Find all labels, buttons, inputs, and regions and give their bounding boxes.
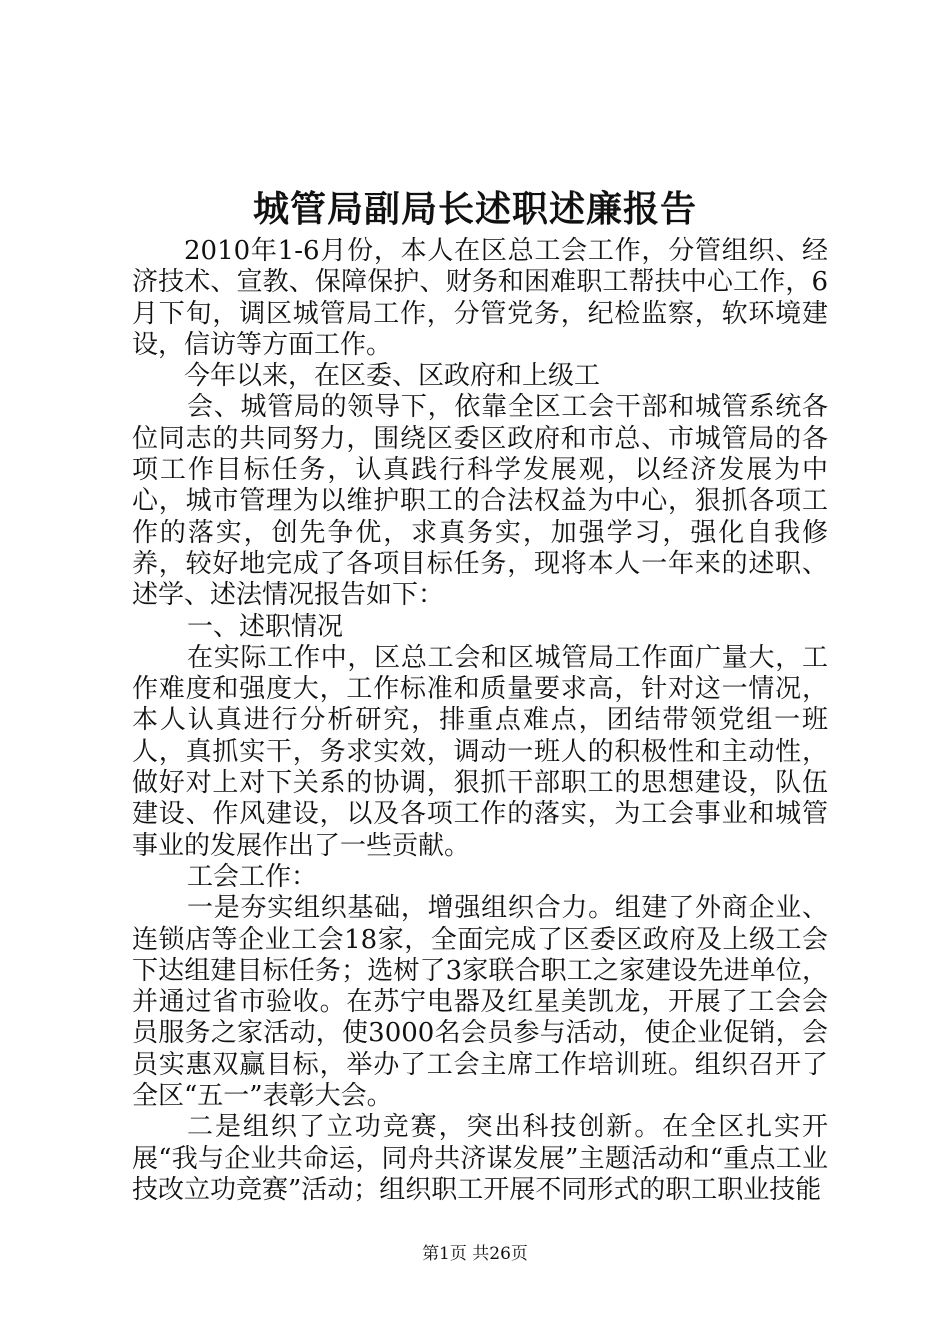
subheading-union-work: 工会工作： bbox=[187, 861, 318, 892]
paragraph-intro: 2010年1-6月份，本人在区总工会工作，分管组织、经济技术、宣教、保障保护、财务和困难职工帮扶中心工作，6月下旬，调区城管局工作，分管党务，纪检监察，软环境建设，信访等方面工作。 bbox=[132, 236, 828, 360]
document-title: 城管局副局长述职述廉报告 bbox=[252, 188, 697, 230]
paragraph-leadership: 会、城管局的领导下，依靠全区工会干部和城管系统各位同志的共同努力，围绕区委区政府和市总、市城管局的各项工作目标任务，认真践行科学发展观，以经济发展为中心，城市管理为以维护职工的合法权益为中心，狠抓各项工作的落实，创先争优，求真务实，加强学习，强化自我修养，较好地完成了各项目标任务，现将本人一年来的述职、述学、述法情况报告如下： bbox=[132, 392, 828, 611]
page-number-footer: 第1页 共26页 bbox=[422, 1244, 528, 1264]
paragraph-practical-work: 在实际工作中，区总工会和区城管局工作面广量大，工作难度和强度大，工作标准和质量要求高，针对这一情况，本人认真进行分析研究，排重点难点，团结带领党组一班人，真抓实干，务求实效，调动一班人的积极性和主动性，做好对上对下关系的协调，狠抓干部职工的思想建设，队伍建设、作风建设，以及各项工作的落实，为工会事业和城管事业的发展作出了一些贡献。 bbox=[132, 642, 828, 861]
section-heading-duty: 一、述职情况 bbox=[187, 611, 344, 642]
paragraph-organization: 一是夯实组织基础，增强组织合力。组建了外商企业、连锁店等企业工会18家，全面完成了区委区政府及上级工会下达组建目标任务；选树了3家联合职工之家建设先进单位，并通过省市验收。在苏宁电器及红星美凯龙，开展了工会会员服务之家活动，使3000名会员参与活动，使企业促销，会员实惠双赢目标，举办了工会主席工作培训班。组织召开了全区“五一”表彰大会。 bbox=[132, 893, 828, 1112]
paragraph-competition: 二是组织了立功竞赛，突出科技创新。在全区扎实开展“我与企业共命运，同舟共济谋发展”主题活动和“重点工业技改立功竞赛”活动；组织职工开展不同形式的职工职业技能 bbox=[132, 1112, 828, 1205]
paragraph-since-this-year: 今年以来，在区委、区政府和上级工 bbox=[184, 361, 601, 392]
document-body bbox=[132, 236, 828, 1206]
